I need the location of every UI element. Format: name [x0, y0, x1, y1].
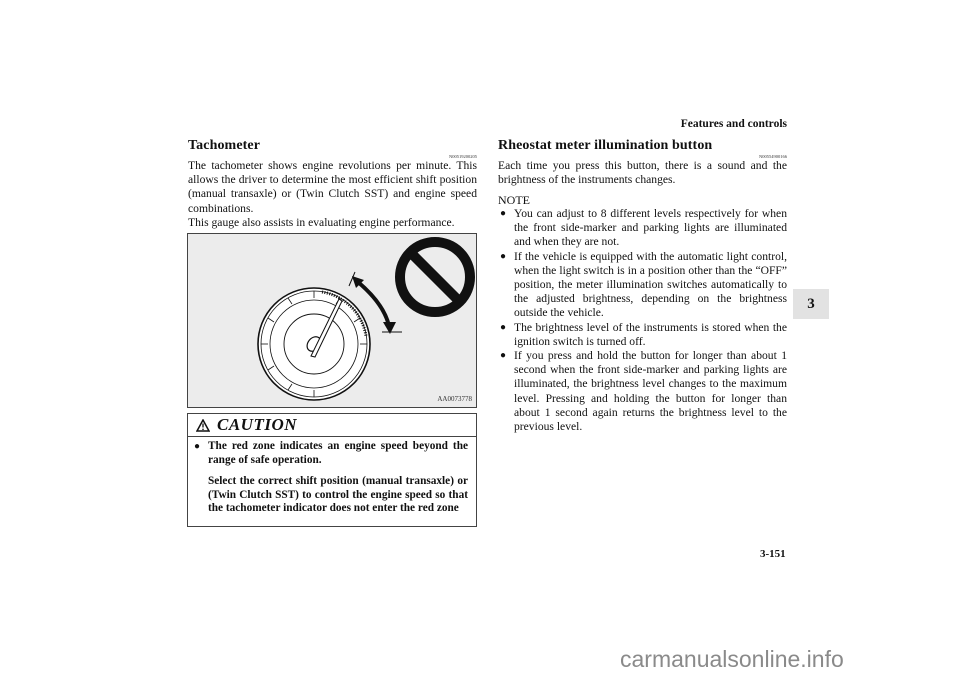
prohibition-icon: [400, 242, 470, 312]
section-header: Features and controls: [680, 118, 787, 130]
rheostat-intro: Each time you press this button, there is a sound and the brightness of the instruments changes.: [498, 159, 787, 187]
caution-item: The red zone indicates an engine speed beyond the range of safe operation.: [208, 440, 468, 466]
section-code: N00554900166: [759, 154, 787, 159]
bullet-icon: ●: [500, 250, 507, 262]
caution-title: CAUTION: [217, 415, 298, 434]
note-list: [498, 207, 787, 434]
bullet-icon: ●: [500, 208, 507, 219]
note-item: ● You can adjust to 8 different levels respectively for when the front side-marker and parking lights are illuminated and when they are not.: [500, 207, 787, 249]
paragraph: This gauge also assists in evaluating engine performance.: [188, 215, 455, 229]
note-item: ● If the vehicle is equipped with the automatic light control, when the light switch is in a position other than the “OFF” position, the meter illumination switches automatically to the adjusted brightness, depending on the brightness outside the vehicle.: [500, 249, 787, 320]
tachometer-heading: Tachometer: [188, 138, 261, 153]
bullet-icon: ●: [194, 441, 201, 452]
rheostat-heading: Rheostat meter illumination button: [498, 138, 713, 153]
tachometer-gauge-icon: [188, 234, 476, 407]
caution-content: [188, 437, 476, 516]
caution-header: [188, 414, 476, 437]
chapter-tab: 3: [793, 289, 829, 319]
tachometer-description: [188, 159, 477, 230]
note-item: ● If you press and hold the button for longer than about 1 second when the front side-marker and parking lights are illuminated, the brightness level changes to the maximum level. Pressing and holding the button for longer than about 1 second again returns the brightness level to the previous level.: [500, 349, 787, 434]
figure-code: AA0073778: [437, 395, 472, 403]
bullet-icon: ●: [500, 321, 507, 333]
caution-box: [187, 413, 477, 527]
page-number: 3-151: [760, 548, 786, 560]
section-code: N00519200205: [449, 154, 477, 159]
tachometer-figure: [187, 233, 477, 408]
note-item: ● The brightness level of the instruments is stored when the ignition switch is turned off.: [500, 320, 787, 348]
paragraph: The tachometer shows engine revolutions per minute. This allows the driver to determine the most efficient shift position (manual transaxle) or (Twin Clutch SST) and engine speed combinations.: [188, 159, 477, 215]
watermark: carmanualsonline.info: [620, 646, 844, 672]
bullet-icon: ●: [500, 350, 507, 362]
caution-item: Select the correct shift position (manual transaxle) or (Twin Clutch SST) to control the engine speed so that the tachometer indicator does not enter the red zone: [208, 475, 468, 515]
note-label: NOTE: [498, 193, 530, 207]
warning-triangle-icon: [196, 419, 210, 432]
